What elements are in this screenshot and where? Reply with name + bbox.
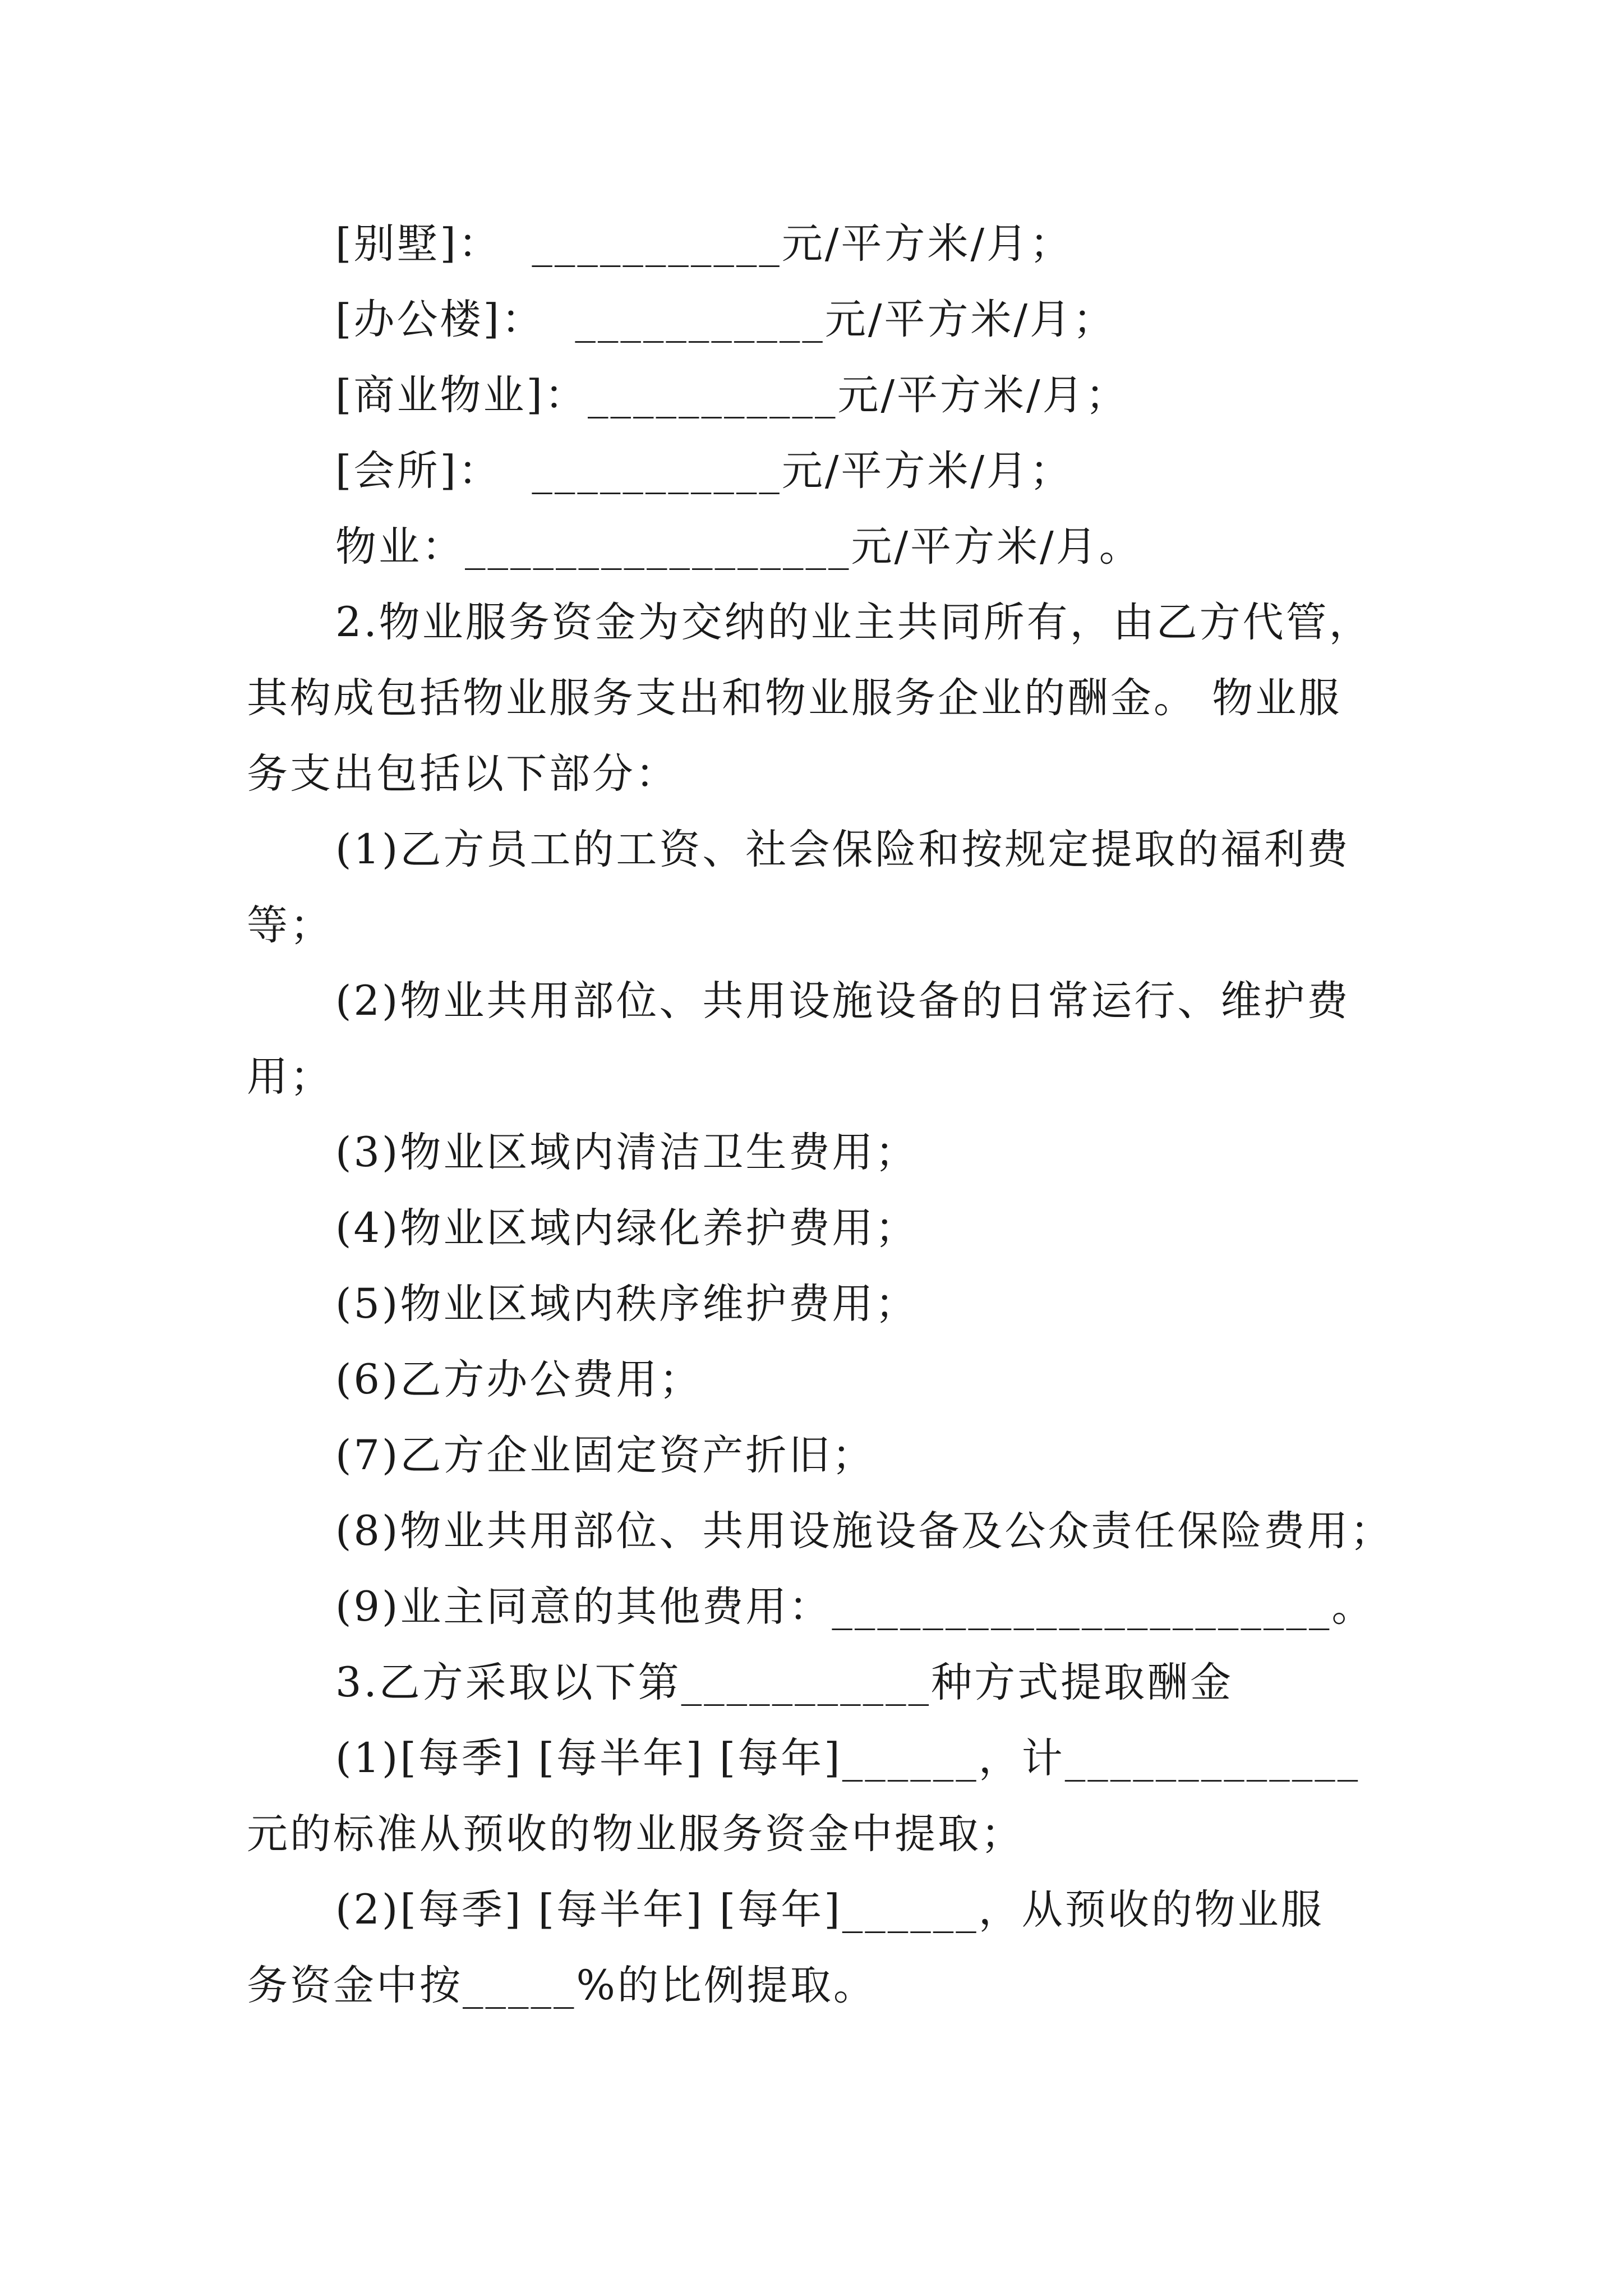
item-1-line-1: (1)乙方员工的工资、社会保险和按规定提取的福利费	[335, 826, 1350, 873]
item-8: (8)物业共用部位、共用设施设备及公众责任保险费用；	[335, 1507, 1394, 1555]
fee-line-office: [办公楼]： ___________元/平方米/月；	[335, 296, 1117, 343]
paragraph-3: 3.乙方采取以下第___________种方式提取酬金	[335, 1659, 1234, 1706]
item-4: (4)物业区域内绿化养护费用；	[335, 1204, 919, 1252]
fee-line-villa: [别墅]： ___________元/平方米/月；	[335, 220, 1073, 268]
fee-line-property: 物业：_________________元/平方米/月。	[335, 523, 1142, 570]
item-2-line-2: 用；	[247, 1053, 333, 1101]
fee-line-clubhouse: [会所]： ___________元/平方米/月；	[335, 447, 1073, 495]
item-5: (5)物业区域内秩序维护费用；	[335, 1280, 919, 1328]
paragraph-2-line-2: 其构成包括物业服务支出和物业服务企业的酬金。 物业服	[247, 674, 1342, 722]
fee-line-commercial: [商业物业]：___________元/平方米/月；	[335, 371, 1129, 419]
item-9: (9)业主同意的其他费用：______________________。	[335, 1583, 1375, 1631]
method-1-line-2: 元的标准从预收的物业服务资金中提取；	[247, 1810, 1024, 1858]
item-3: (3)物业区域内清洁卫生费用；	[335, 1129, 919, 1176]
item-2-line-1: (2)物业共用部位、共用设施设备的日常运行、维护费	[335, 977, 1350, 1025]
paragraph-2-line-1: 2.物业服务资金为交纳的业主共同所有，由乙方代管，	[335, 599, 1372, 646]
method-1-line-1: (1)[每季] [每半年] [每年]______，计_____________	[335, 1734, 1361, 1782]
method-2-line-2: 务资金中按_____%的比例提取。	[247, 1962, 877, 2009]
method-2-line-1: (2)[每季] [每半年] [每年]______，从预收的物业服	[335, 1886, 1324, 1934]
paragraph-2-line-3: 务支出包括以下部分：	[247, 750, 679, 798]
item-1-line-2: 等；	[247, 901, 333, 949]
item-7: (7)乙方企业固定资产折旧；	[335, 1432, 875, 1479]
item-6: (6)乙方办公费用；	[335, 1356, 703, 1404]
